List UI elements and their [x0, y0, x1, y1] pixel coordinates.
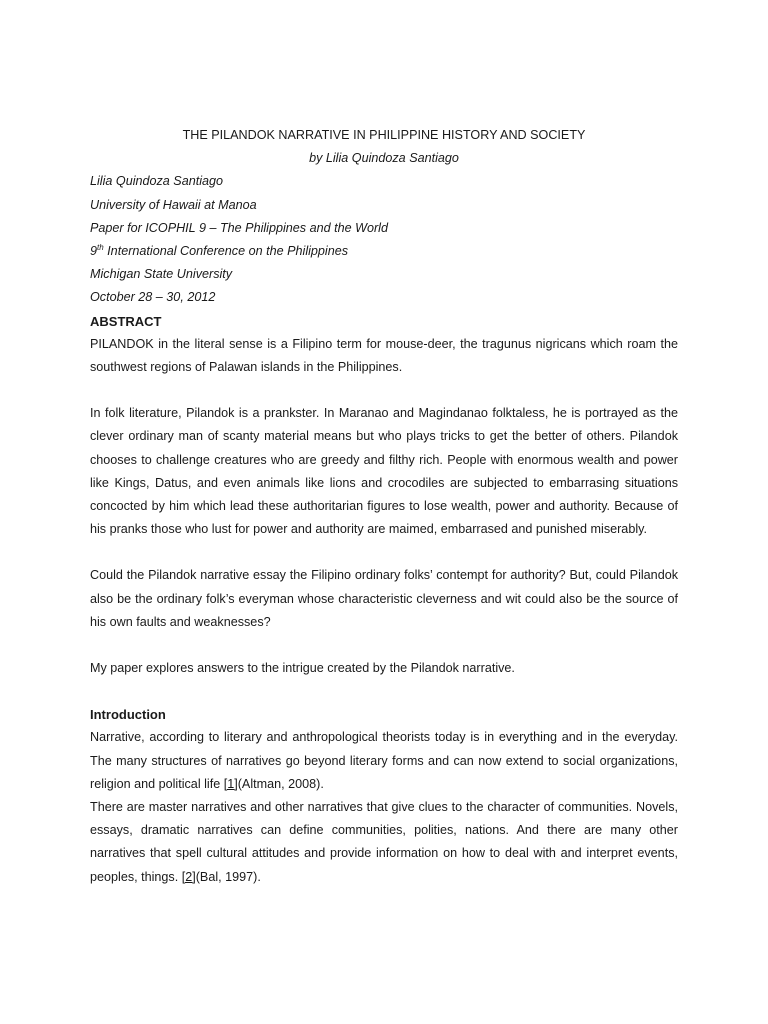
intro-paragraph-2-text: There are master narratives and other narratives that give clues to the character of communities. Novels, essays, dramatic narratives can define communities, polities, nations. And there are many other narratives that spell cultural attitudes and provide information on how to deal with and interpret events, peoples, things.: [90, 800, 678, 884]
venue: Michigan State University: [90, 267, 233, 282]
abstract-paragraph-1: PILANDOK in the literal sense is a Filipino term for mouse-deer, the tragunus nigricans which roam the southwest regions of Palawan islands in the Philippines.: [90, 336, 678, 375]
conference-line: [90, 240, 678, 263]
affiliation: University of Hawaii at Manoa: [90, 197, 257, 212]
citation-2: (Bal, 1997).: [195, 869, 261, 884]
citation-1: (Altman, 2008).: [237, 776, 324, 791]
paper-title: THE PILANDOK NARRATIVE IN PHILIPPINE HISTORY AND SOCIETY: [182, 128, 586, 142]
byline: by Lilia Quindoza Santiago: [309, 151, 459, 166]
abstract-heading: ABSTRACT: [90, 313, 162, 329]
paper-for-line: Paper for ICOPHIL 9 – The Philippines and the World: [90, 220, 388, 235]
intro-paragraph-1: [90, 726, 678, 796]
footnote-link-2[interactable]: [2]: [181, 869, 196, 884]
footnote-link-1[interactable]: [1]: [223, 776, 238, 791]
abstract-paragraph-4: My paper explores answers to the intrigue created by the Pilandok narrative.: [90, 661, 515, 676]
conference-name: International Conference on the Philippines: [103, 244, 349, 259]
conference-date: October 28 – 30, 2012: [90, 290, 216, 305]
abstract-paragraph-2: In folk literature, Pilandok is a prankster. In Maranao and Magindanao folktaless, he is portrayed as the clever ordinary man of scanty material means but who plays tricks to get the better of others. Pilandok chooses to challenge creatures who are greedy and filthy rich. People with enormous wealth and power like Kings, Datus, and even animals like lions and crocodiles are subjected to embarrasing situations concocted by him which lead these authoritarian figures to lose wealth, power and authority. Because of his pranks those who lust for power and authority are maimed, embarrased and punished miserably.: [90, 406, 678, 537]
conference-ordinal: th: [97, 243, 104, 253]
author-name: Lilia Quindoza Santiago: [90, 174, 224, 189]
conference-number: 9: [90, 244, 98, 259]
intro-paragraph-1-text: Narrative, according to literary and anthropological theorists today is in everything and in the everyday. The many structures of narratives go beyond literary forms and can now extend to social organizations, religion and political life: [90, 730, 678, 791]
introduction-heading: Introduction: [90, 707, 166, 723]
document-page: [90, 124, 678, 889]
intro-paragraph-2: [90, 796, 678, 889]
abstract-paragraph-3: Could the Pilandok narrative essay the Filipino ordinary folks’ contempt for authority? But, could Pilandok also be the ordinary folk’s everyman whose characteristic cleverness and wit could also be the source of his own faults and weaknesses?: [90, 568, 678, 629]
